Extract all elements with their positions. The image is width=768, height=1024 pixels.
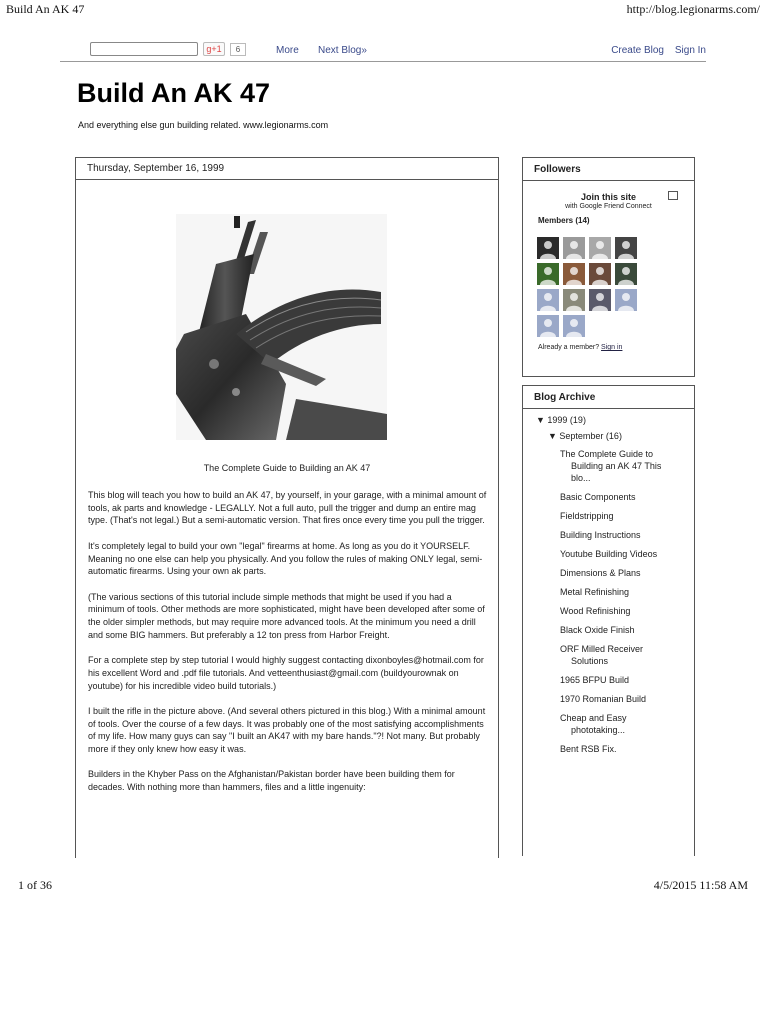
print-footer: [18, 878, 748, 893]
blog-title[interactable]: Build An AK 47: [77, 78, 271, 108]
archive-post-link[interactable]: Metal Refinishing: [560, 587, 630, 597]
followers-sign-in-link[interactable]: Sign in: [601, 344, 623, 351]
archive-post-link[interactable]: Dimensions & Plans: [560, 568, 641, 578]
archive-post-link[interactable]: The Complete Guide to Building an AK 47 This blo...: [560, 449, 662, 483]
post-paragraph: I built the rifle in the picture above. (And several others pictured in this blog.) With a minimal amount of tools. Over the course of a few days. It was probably one of the most satisfying accomplishments of my life. How many guys can say "I built an AK47 with my bare hands."?! Not many. But probably more if they only knew how easy it was.: [88, 705, 486, 754]
followers-gadget: [522, 157, 695, 377]
member-avatar[interactable]: [589, 263, 611, 285]
sign-in-link[interactable]: Sign In: [674, 45, 706, 56]
archive-post-link[interactable]: Fieldstripping: [560, 511, 614, 521]
search-input[interactable]: [90, 42, 198, 56]
print-url: http://blog.legionarms.com/: [626, 2, 760, 16]
archive-month-september[interactable]: ▼ September (16): [548, 431, 622, 441]
post-paragraph: This blog will teach you how to build an AK 47, by yourself, in your garage, with a minimal amount of tools, ak parts and knowledge - LEGALLY. Not a full auto, pull the trigger and dump an entire mag type. (That's not legal.) But a semi-automatic version. That fires once every time you pull the trigger.: [88, 490, 487, 526]
blogger-navbar: [60, 40, 706, 62]
member-avatars: [537, 237, 657, 341]
blog-archive-gadget: [522, 385, 695, 856]
archive-year-1999[interactable]: ▼ 1999 (19): [536, 415, 586, 425]
member-avatar[interactable]: [615, 263, 637, 285]
gplus-button[interactable]: g+1: [203, 42, 225, 56]
member-avatar[interactable]: [537, 315, 559, 337]
followers-heading: Followers: [523, 158, 694, 181]
popout-icon[interactable]: [668, 191, 678, 200]
ak47-rifle-image[interactable]: [176, 214, 387, 440]
image-caption: The Complete Guide to Building an AK 47: [203, 463, 371, 473]
next-blog-link[interactable]: Next Blog»: [318, 45, 367, 56]
post-date-header: Thursday, September 16, 1999: [76, 158, 498, 180]
member-avatar[interactable]: [563, 315, 585, 337]
print-datetime: 4/5/2015 11:58 AM: [653, 878, 748, 892]
print-page-number: 1 of 36: [18, 878, 52, 892]
member-avatar[interactable]: [537, 237, 559, 259]
gplus-count: 6: [230, 43, 246, 56]
archive-post-link[interactable]: Black Oxide Finish: [560, 625, 635, 635]
post-paragraph: For a complete step by step tutorial I would highly suggest contacting dixonboyles@hotmail.com for his excellent Word and .pdf file tutorials. And vetteenthusiast@gmail.com (buildyourownak on youtube) for his incredible video build tutorials.): [88, 655, 484, 691]
post-paragraph: (The various sections of this tutorial include simple methods that might be used if you had a minimum of tools. Other methods are more sophisticated, might have been developed after some of the older simpler methods, but may require more advanced tools. At the minimum you need a drill and some BIG hammers. But preferably a 12 ton press from Harbor Freight.: [88, 591, 485, 640]
archive-post-link[interactable]: ORF Milled Receiver Solutions: [560, 644, 644, 666]
archive-post-link[interactable]: Building Instructions: [560, 530, 641, 540]
member-avatar[interactable]: [537, 263, 559, 285]
post-body: [88, 489, 488, 806]
member-avatar[interactable]: [563, 237, 585, 259]
archive-post-list: [560, 448, 682, 762]
blog-archive-heading: Blog Archive: [523, 386, 694, 409]
google-friend-connect-text: with Google Friend Connect: [565, 203, 652, 210]
print-doc-title: Build An AK 47: [6, 2, 85, 16]
main-post-column: [75, 157, 499, 858]
archive-post-link[interactable]: Youtube Building Videos: [560, 549, 658, 559]
member-avatar[interactable]: [563, 263, 585, 285]
archive-post-link[interactable]: 1970 Romanian Build: [560, 694, 647, 704]
member-avatar[interactable]: [615, 289, 637, 311]
member-avatar[interactable]: [563, 289, 585, 311]
join-site-link[interactable]: Join this site: [580, 192, 636, 202]
blog-description: And everything else gun building related. www.legionarms.com: [78, 120, 329, 130]
post-paragraph: It's completely legal to build your own "legal" firearms at home. As long as you do it YOURSELF. Meaning no one else can help you physically. And you follow the rules of making ONLY legal, semi-automatic firearms. Using your own ak parts.: [88, 540, 483, 577]
already-member-text: Already a member?: [538, 344, 600, 351]
more-link[interactable]: More: [276, 45, 299, 56]
archive-post-link[interactable]: Cheap and Easy phototaking...: [560, 713, 627, 735]
create-blog-link[interactable]: Create Blog: [611, 45, 664, 56]
post-paragraph: Builders in the Khyber Pass on the Afghanistan/Pakistan border have been building them for decades. With nothing more than hammers, files and a little ingenuity:: [88, 769, 455, 793]
archive-post-link[interactable]: Basic Components: [560, 492, 636, 502]
print-header: [6, 2, 760, 17]
member-avatar[interactable]: [615, 237, 637, 259]
member-avatar[interactable]: [537, 289, 559, 311]
archive-post-link[interactable]: 1965 BFPU Build: [560, 675, 630, 685]
archive-post-link[interactable]: Bent RSB Fix.: [560, 744, 617, 754]
member-avatar[interactable]: [589, 237, 611, 259]
members-count: Members (14): [538, 216, 590, 225]
member-avatar[interactable]: [589, 289, 611, 311]
already-member: [538, 344, 622, 351]
archive-post-link[interactable]: Wood Refinishing: [560, 606, 631, 616]
